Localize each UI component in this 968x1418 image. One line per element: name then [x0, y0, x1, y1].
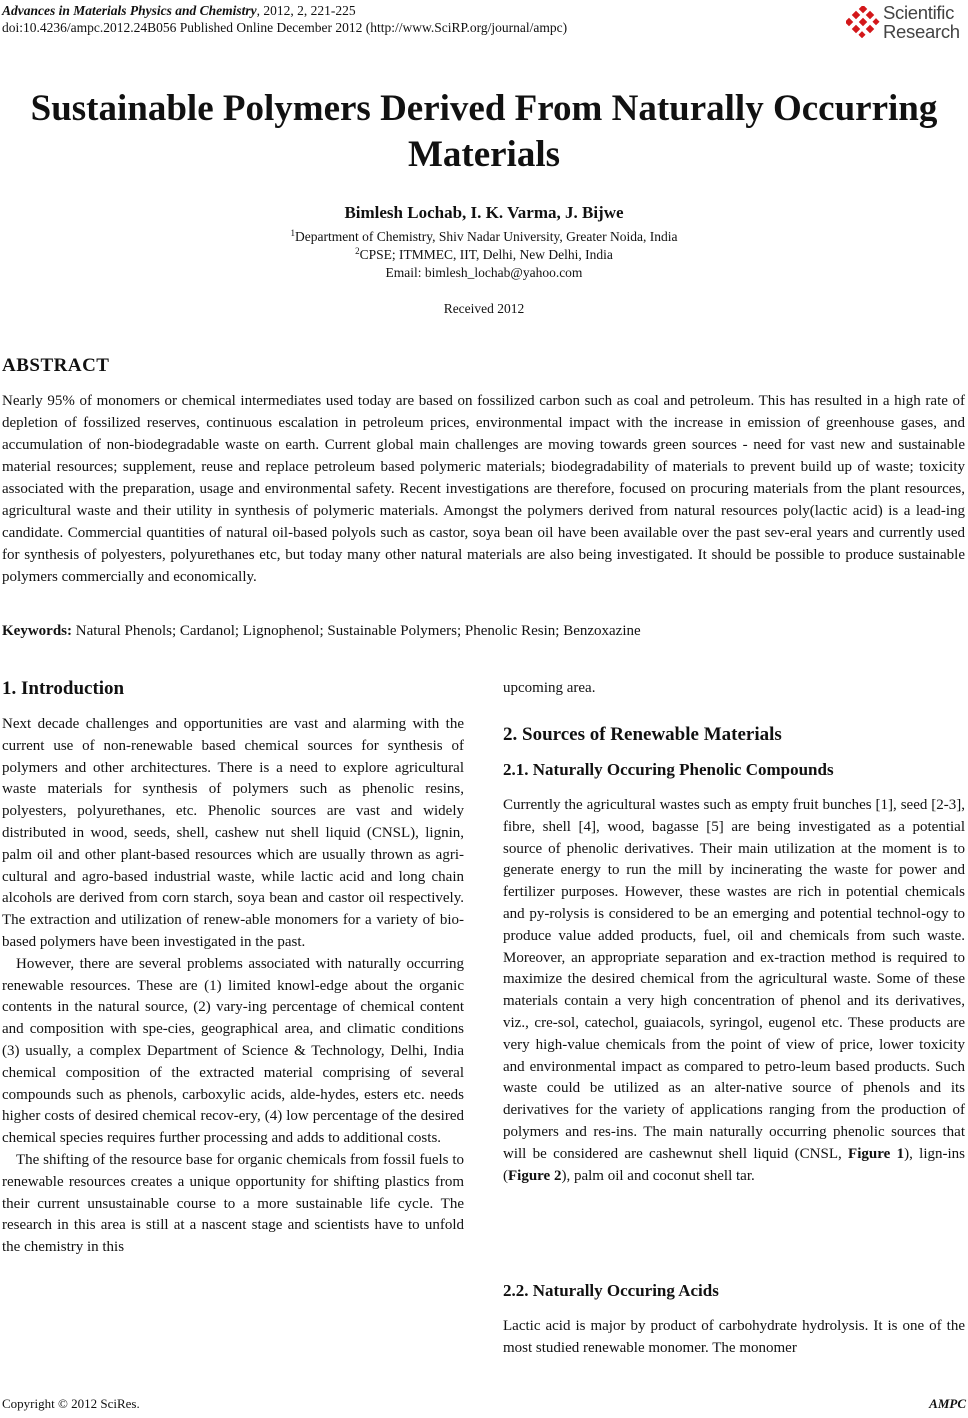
right-column-top: [503, 678, 965, 700]
affiliation-1-sup: 1: [290, 228, 295, 238]
email-text: Email: bimlesh_lochab@yahoo.com: [385, 265, 583, 280]
journal-citation: [2, 2, 567, 19]
journal-abbreviation: AMPC: [929, 1396, 966, 1411]
phenolic-paragraph: [503, 795, 965, 1187]
journal-name: Advances in Materials Physics and Chemistry: [2, 3, 257, 18]
affiliation-2-sup: 2: [355, 246, 360, 256]
author-email: [0, 264, 968, 282]
figure-2-ref[interactable]: Figure 2: [508, 1167, 562, 1184]
intro-paragraph-2: However, there are several problems associated with naturally occurring renewable resources. These are (1) limited knowl-edge about the organic contents in the natural source, (2) vary-ing percentage of chemical content and composition with spe-cies, geographical area, and climatic conditions (3) usually, a complex Department of Science & Technology, Delhi, India chemical composition of the extracted material comprising of several compounds such as phenols, carboxylic acids, alde-hydes, esters etc. needs higher costs of desired chemical recov-ery, (4) low percentage of the desired chemical species requires further processing and adds to additional costs.: [2, 955, 464, 1147]
copyright-footer: Copyright © 2012 SciRes.: [2, 1396, 140, 1411]
logo-text: [883, 3, 960, 41]
affiliation-2: [0, 246, 968, 264]
keywords-label: Keywords:: [2, 623, 72, 639]
section-1-heading: 1. Introduction: [2, 678, 125, 699]
section-2-heading: 2. Sources of Renewable Materials: [503, 724, 782, 745]
intro-paragraph-3: The shifting of the resource base for organic chemicals from fossil fuels to renewable resources creates a unique opportunity for shifting plastics from their current unsustainable course to a more sustainable life cycle. The research in this area is still at a nascent stage and scientists have to unfold the chemistry in this: [2, 1151, 464, 1256]
running-header: [2, 2, 567, 36]
keywords-list: Natural Phenols; Cardanol; Lignophenol; Sustainable Polymers; Phenolic Resin; Benzoxazine: [72, 623, 641, 639]
intro-paragraph-3-continued: upcoming area.: [503, 680, 596, 696]
affiliation-1-text: Department of Chemistry, Shiv Nadar University, Greater Noida, India: [294, 229, 678, 244]
affiliation-2-text: CPSE; ITMMEC, IIT, Delhi, New Delhi, India: [359, 247, 613, 262]
intro-paragraph-1: Next decade challenges and opportunities are vast and alarming with the current use of non-renewable based chemical sources for synthesis of polymers and other architectures. There is a need to explore agricultural waste materials for synthesis of polymers such as phenolic resins, polyesters, polyurethanes, etc. Phenolic sources are vast and widely distributed in wood, seeds, shell, cashew nut shell liquid (CNSL), lignin, palm oil and other plant-based resources which are usually thrown as agri-cultural and agro-based industrial waste, while lactic acid and long chain alcohols are derived from corn starch, soya bean and castor oil respectively. The extraction and utilization of renew-able monomers for a variety of bio-based polymers have been investigated in the past.: [2, 716, 464, 950]
subsection-2-1-heading: 2.1. Naturally Occuring Phenolic Compounds: [503, 760, 834, 779]
paper-title: Sustainable Polymers Derived From Naturally Occurring Materials: [30, 88, 938, 175]
scientific-research-logo-icon: [846, 6, 880, 38]
publisher-logo: [846, 2, 964, 42]
left-column: [2, 714, 464, 1259]
logo-line-1: Scientific: [883, 2, 955, 23]
phenolic-text-b: ), lign-ins (: [503, 1145, 965, 1184]
abstract-text: Nearly 95% of monomers or chemical intermediates used today are based on fossilized carbon such as coal and petroleum. This has resulted in a high rate of depletion of fossilized reserves, continuous escalation in petroleum prices, environmental impact with the increase in emission of greenhouse gases, and accumulation of non-biodegradable waste on earth. Current global main challenges are moving towards green sources - need for vast new and sustainable material resources; supplement, reuse and replace petroleum based polymeric materials; biodegradability of materials to prevent build up of waste; toxicity associated with the preparation, usage and environmental safety. Recent investigations are therefore, focused on procuring materials from the plant resources, agricultural waste and their utility in synthesis of polymeric materials. Amongst the polymers derived from natural resources poly(lactic acid) is a lead-ing candidate. Commercial quantities of natural oil-based polyols such as castor, soya bean oil have been available over the past sev-eral years and currently used for synthesis of polyesters, polyurethanes etc, but today many other natural materials are also being investigated. It should be possible to produce sustainable polymers commercially and economically.: [2, 393, 965, 585]
subsection-2-2-body: [503, 1316, 965, 1360]
journal-volume: , 2012, 2, 221-225: [256, 3, 356, 18]
doi-line: doi:10.4236/ampc.2012.24B056 Published Online December 2012 (http://www.SciRP.org/journal/ampc): [2, 20, 568, 35]
logo-line-2: Research: [883, 21, 960, 42]
received-date: Received 2012: [443, 301, 525, 316]
subsection-2-1-body: [503, 795, 965, 1187]
abstract-heading: ABSTRACT: [2, 355, 110, 376]
phenolic-text-c: ), palm oil and coconut shell tar.: [561, 1167, 755, 1184]
figure-1-ref[interactable]: Figure 1: [848, 1145, 905, 1162]
subsection-2-2-heading: 2.2. Naturally Occuring Acids: [503, 1281, 719, 1300]
affiliation-1: [0, 228, 968, 246]
acids-paragraph: Lactic acid is major by product of carbohydrate hydrolysis. It is one of the most studied renewable monomer. The monomer: [503, 1318, 965, 1356]
author-list: Bimlesh Lochab, I. K. Varma, J. Bijwe: [344, 203, 624, 222]
phenolic-text-a: Currently the agricultural wastes such as empty fruit bunches [1], seed [2-3], fibre, shell [4], wood, bagasse [5] are being investigated as a potential source of phenolic derivatives. Their main utilization at the moment is to generate energy to run the mill by incinerating the waste for power and fertilizer purposes. However, these wastes are rich in potential chemicals and py-rolysis is considered to be an emerging and potential technol-ogy to produce value added products, fuel, oil and chemicals from such waste. Moreover, an appropriate separation and ex-traction method is required to maximize the desired chemical from the agricultural waste. Some of these materials contain a very high concentration of phenol and its derivatives, viz., cre-sol, catechol, guaiacols, syringol, eugenol etc. These products are very high-value chemicals from the point of view of price, lower toxicity and environmental impact as compared to petro-leum based products. Such waste could be utilized as an alter-native source of phenols and its derivatives for the variety of applications ranging from the production of polymers and res-ins. The main naturally occurring phenolic sources that will be considered are cashewnut shell liquid (CNSL,: [503, 797, 965, 1162]
keywords: [2, 623, 641, 640]
